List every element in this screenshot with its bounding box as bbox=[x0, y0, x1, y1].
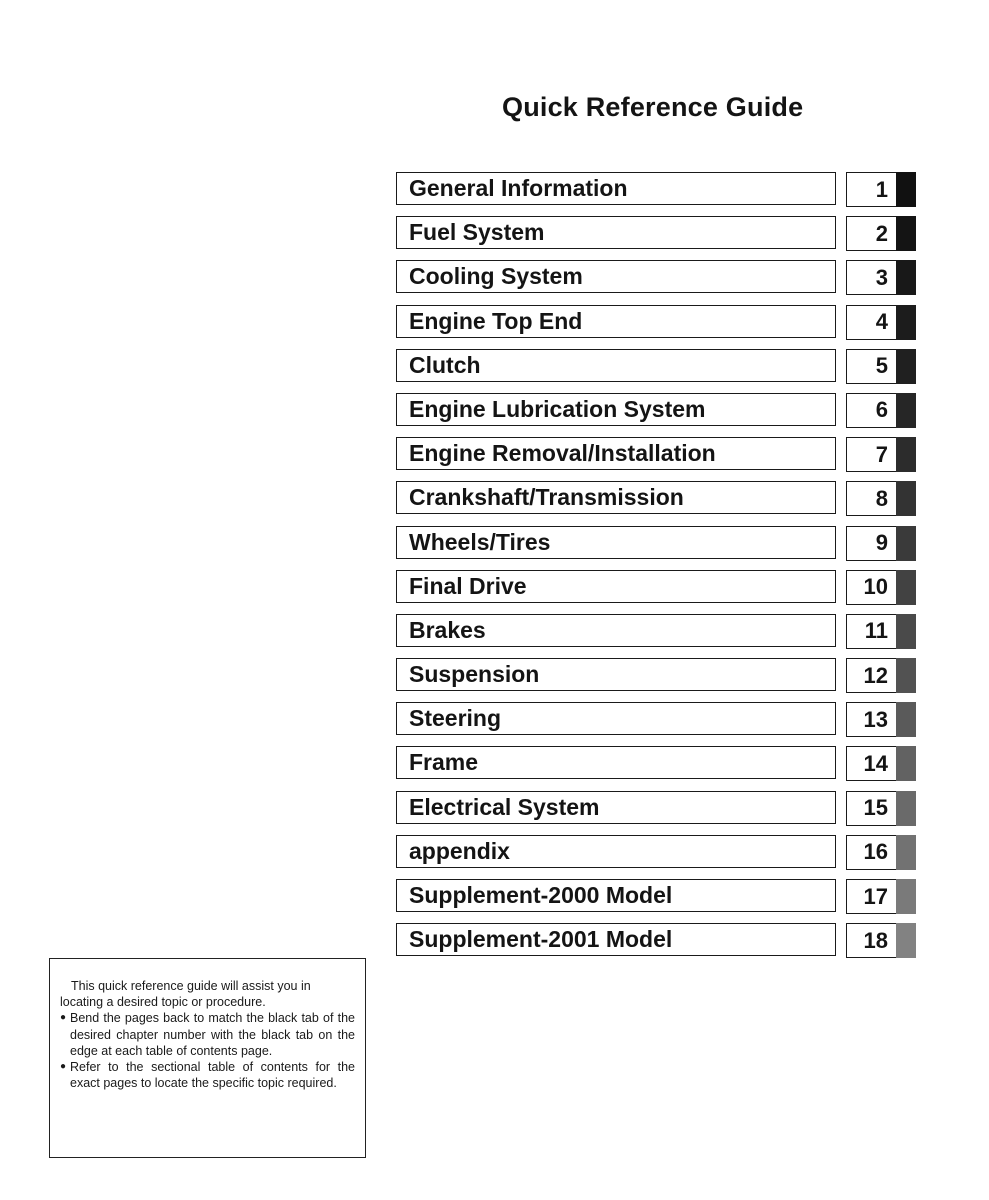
chapter-row[interactable] bbox=[396, 879, 920, 916]
chapter-label: Steering bbox=[409, 705, 502, 732]
chapter-number: 3 bbox=[846, 260, 896, 295]
chapter-tab bbox=[896, 746, 916, 781]
chapter-tab bbox=[896, 791, 916, 826]
chapter-number: 18 bbox=[846, 923, 896, 958]
chapter-row[interactable] bbox=[396, 172, 920, 209]
chapter-label-box[interactable] bbox=[396, 923, 836, 956]
chapter-label-box[interactable] bbox=[396, 746, 836, 779]
chapter-row[interactable] bbox=[396, 570, 920, 607]
chapter-label: Fuel System bbox=[409, 219, 545, 246]
info-bullet-text: Bend the pages back to match the black tab of the desired chapter number with the black tab on the edge at each table of contents page. bbox=[70, 1011, 355, 1058]
chapter-label: General Information bbox=[409, 175, 628, 201]
chapter-label-box[interactable] bbox=[396, 216, 836, 249]
chapter-label: Supplement-2001 Model bbox=[409, 926, 673, 953]
page-title: Quick Reference Guide bbox=[502, 92, 804, 122]
chapter-label: Clutch bbox=[409, 351, 481, 378]
chapter-label-box[interactable] bbox=[396, 172, 836, 205]
chapter-row[interactable] bbox=[396, 305, 920, 342]
chapter-label: Engine Removal/Installation bbox=[409, 440, 716, 467]
chapter-number: 6 bbox=[846, 393, 896, 428]
chapter-label-box[interactable] bbox=[396, 614, 836, 647]
chapter-label-box[interactable] bbox=[396, 260, 836, 293]
info-bullet-text: Refer to the sectional table of contents for the exact pages to locate the specific topic required. bbox=[70, 1060, 355, 1091]
chapter-tab bbox=[896, 658, 916, 693]
chapter-row[interactable] bbox=[396, 481, 920, 518]
chapter-label: Final Drive bbox=[409, 572, 527, 599]
bullet-icon: ● bbox=[60, 1012, 67, 1024]
chapter-tab bbox=[896, 437, 916, 472]
chapter-number: 8 bbox=[846, 481, 896, 516]
chapter-label-box[interactable] bbox=[396, 481, 836, 514]
chapter-label-box[interactable] bbox=[396, 305, 836, 338]
chapter-row[interactable] bbox=[396, 835, 920, 872]
chapter-row[interactable] bbox=[396, 923, 920, 960]
chapter-row[interactable] bbox=[396, 260, 920, 297]
chapter-tab bbox=[896, 393, 916, 428]
chapter-label-box[interactable] bbox=[396, 393, 836, 426]
chapter-label-box[interactable] bbox=[396, 702, 836, 735]
info-box bbox=[49, 958, 366, 1158]
chapter-label-box[interactable] bbox=[396, 791, 836, 824]
chapter-tab bbox=[896, 305, 916, 340]
chapter-row[interactable] bbox=[396, 791, 920, 828]
chapter-label: Crankshaft/Transmission bbox=[409, 484, 684, 511]
chapter-number: 4 bbox=[846, 305, 896, 340]
chapter-number: 5 bbox=[846, 349, 896, 384]
chapter-number: 15 bbox=[846, 791, 896, 826]
chapter-tab bbox=[896, 172, 916, 207]
chapter-label: Brakes bbox=[409, 616, 486, 643]
chapter-row[interactable] bbox=[396, 746, 920, 783]
chapter-number: 12 bbox=[846, 658, 896, 693]
chapter-tab bbox=[896, 349, 916, 384]
info-bullet bbox=[60, 1010, 355, 1059]
chapter-label: Engine Top End bbox=[409, 307, 583, 334]
chapter-number: 9 bbox=[846, 526, 896, 561]
chapter-number: 11 bbox=[846, 614, 896, 649]
bullet-icon: ● bbox=[60, 1061, 67, 1073]
chapter-row[interactable] bbox=[396, 437, 920, 474]
chapter-label-box[interactable] bbox=[396, 570, 836, 603]
chapter-label: Frame bbox=[409, 749, 479, 776]
chapter-tab bbox=[896, 481, 916, 516]
chapter-label: Suspension bbox=[409, 661, 540, 688]
chapter-tab bbox=[896, 570, 916, 605]
chapter-label: Supplement-2000 Model bbox=[409, 882, 673, 908]
chapter-row[interactable] bbox=[396, 216, 920, 253]
chapter-label-box[interactable] bbox=[396, 526, 836, 559]
chapter-row[interactable] bbox=[396, 614, 920, 651]
chapter-number: 10 bbox=[846, 570, 896, 605]
chapter-tab bbox=[896, 614, 916, 649]
chapter-tab bbox=[896, 835, 916, 870]
chapter-row[interactable] bbox=[396, 702, 920, 739]
chapter-label-box[interactable] bbox=[396, 879, 836, 912]
chapter-tab bbox=[896, 879, 916, 914]
info-bullet bbox=[60, 1059, 355, 1091]
chapter-label-box[interactable] bbox=[396, 437, 836, 470]
chapter-list bbox=[396, 172, 920, 967]
chapter-number: 7 bbox=[846, 437, 896, 472]
chapter-number: 17 bbox=[846, 879, 896, 914]
chapter-label: Cooling System bbox=[409, 263, 583, 290]
chapter-tab bbox=[896, 260, 916, 295]
chapter-number: 16 bbox=[846, 835, 896, 870]
chapter-tab bbox=[896, 526, 916, 561]
chapter-label: Electrical System bbox=[409, 793, 600, 820]
chapter-row[interactable] bbox=[396, 526, 920, 563]
chapter-label-box[interactable] bbox=[396, 349, 836, 382]
chapter-tab bbox=[896, 216, 916, 251]
chapter-row[interactable] bbox=[396, 349, 920, 386]
info-intro: This quick reference guide will assist you in locating a desired topic or procedure. bbox=[60, 979, 311, 1010]
chapter-label: Wheels/Tires bbox=[409, 528, 551, 555]
chapter-tab bbox=[896, 702, 916, 737]
chapter-number: 13 bbox=[846, 702, 896, 737]
chapter-row[interactable] bbox=[396, 658, 920, 695]
chapter-tab bbox=[896, 923, 916, 958]
chapter-number: 14 bbox=[846, 746, 896, 781]
chapter-label: Engine Lubrication System bbox=[409, 395, 706, 422]
chapter-label-box[interactable] bbox=[396, 658, 836, 691]
chapter-row[interactable] bbox=[396, 393, 920, 430]
chapter-label: appendix bbox=[409, 837, 510, 864]
chapter-number: 2 bbox=[846, 216, 896, 251]
chapter-label-box[interactable] bbox=[396, 835, 836, 868]
chapter-number: 1 bbox=[846, 172, 896, 207]
